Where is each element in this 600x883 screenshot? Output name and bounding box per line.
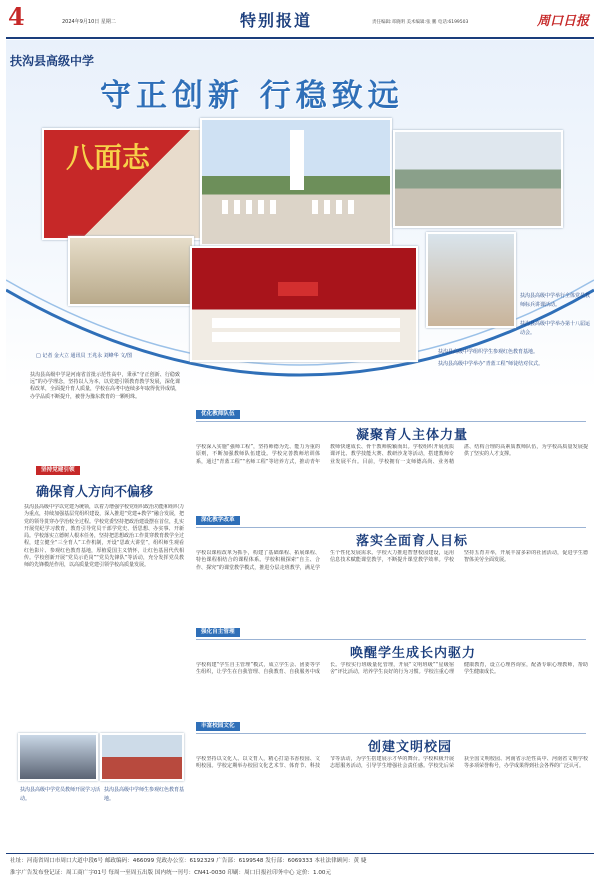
left-section-body: 扶沟县高级中学以党建为统领，以着力增强学校党组织政治功能和组织力为重点，持续加强基层党组织建设，深入推进“党建+教学”融合发展，把党的领导贯穿办学治校全过程。学校党委坚持把政治建设摆在首位，扎实开展党纪学习教育，教育引导党员干部学党史、悟思想、办实事、开新局。学校落实立德树人根本任务，坚持把思想政治工作贯穿教育教学全过程，建立健全“三全育人”工作机制，开设“思政大讲堂”，组织师生观看红色影片、参观红色教育基地，厚植爱国主义情怀，让红色基因代代相传。学校创新开展“党员示范岗”“党员先锋队”等活动，充分发挥党员教师的先锋模范作用，以高质量党建引领学校高质量发展。: [24, 504, 184, 569]
newspaper-logo: 周口日报: [537, 14, 590, 29]
section4-body: 学校坚持以文化人、以文育人，精心打造书香校园、文明校园。学校定期举办校园文化艺术节、体育节、科技节等活动，为学生搭建展示才华的舞台。学校积极开展志愿服务活动，引导学生增强社会责任感。学校先后荣获全国文明校园、河南省示范性高中、河南省文明学校等多项荣誉称号，办学成果得到社会各界的广泛认可。: [196, 756, 588, 770]
caption-3: 扶沟县高级中学组织学生参观红色教育基地。: [438, 349, 539, 355]
photo-meeting: [68, 236, 194, 306]
photo-memorial-group: [200, 118, 392, 246]
stage-group-icon: [192, 248, 418, 362]
photo-sports-meet: [393, 130, 563, 228]
photo-stage-ceremony: [190, 246, 418, 362]
section3-title: 唤醒学生成长内驱力: [350, 646, 477, 661]
photo-bottom-left: [18, 733, 98, 781]
issue-date: 2024年9月10日 星期二: [62, 19, 116, 25]
section4-tag: 丰富校园文化: [196, 722, 240, 731]
hero-slogan: 守正创新 行稳致远: [100, 78, 404, 114]
left-section-title: 确保育人方向不偏移: [36, 485, 154, 500]
section1-rule: [196, 421, 586, 422]
page-header: [0, 0, 600, 38]
section1-body: 学校深入实施“强师工程”，坚持师德为先、能力为重的原则，不断加强教师队伍建设。学校完善教师培训体系，通过“青蓝工程”“名师工程”等培养方式，推动青年教师快速成长、骨干教师脱颖而出。学校组织开展优质课评比、教学技能大赛、教研沙龙等活动，搭建教师专业发展平台。目前，学校拥有一支师德高尚、业务精湛、结构合理的高素质教师队伍，为学校高质量发展提供了坚实的人才支撑。: [196, 444, 588, 465]
section4-rule: [196, 733, 586, 734]
section2-title: 落实全面育人目标: [356, 534, 469, 549]
section-title: 特别报道: [240, 11, 313, 30]
photo-mentoring: [426, 232, 516, 328]
photo-banner-text: 八面志: [66, 141, 151, 174]
memorial-tower-icon: [202, 120, 392, 246]
section1-title: 凝聚育人主体力量: [356, 428, 469, 443]
section2-tag: 深化教学改革: [196, 516, 240, 525]
photo-teacher-event: [42, 128, 204, 240]
bottom-caption-1: 扶沟县高级中学党员教师开展学习活动。: [20, 787, 101, 802]
footer-line-1: 社址：河南省周口市周口大道中段6号 邮政编码：466099 党政办公室：6192329 广告部：6199548 发行部：6069333 本社法律顾问：黄 婕: [10, 858, 367, 864]
section1-tag: 优化教师队伍: [196, 410, 240, 419]
left-section-tag: 坚持党建引领: [36, 466, 80, 475]
caption-2: 扶沟县高级中学举办第十八届运动会。: [520, 321, 591, 336]
bottom-caption-2: 扶沟县高级中学师生参观红色教育基地。: [104, 787, 185, 802]
byline: □ 记者 金大立 通讯员 王兆永 刘峰华 文/图: [36, 353, 132, 359]
caption-4: 扶沟县高级中学举办“青蓝工程”师徒结对仪式。: [438, 361, 544, 367]
photo-bottom-right: [100, 733, 184, 781]
page-number: 4: [8, 2, 25, 31]
section3-rule: [196, 639, 586, 640]
section3-body: 学校构建“学生自主管理”模式，成立学生会、团委等学生组织，让学生在自我管理、自我教育、自我服务中成长。学校实行班级量化管理，开展“文明班级”“星级宿舍”评比活动，培养学生良好的行为习惯。学校注重心理健康教育，设立心理咨询室，配备专职心理教师，帮助学生健康成长。: [196, 662, 588, 676]
section3-tag: 强化自主管理: [196, 628, 240, 637]
header-divider: [6, 37, 594, 39]
footer-line-2: 淮字广告发布登记证：周工商广字01号 每周一至周五出版 国内统一刊号：CN41-0030 印刷：周口日报社印务中心 定价：1.00元: [10, 870, 332, 876]
section2-body: 学校以课程改革为抓手，构建了基础课程、拓展课程、特色课程相结合的课程体系。学校积极探索“自主、合作、探究”的课堂教学模式，推进分层走班教学，满足学生个性化发展需求。学校大力推进智慧校园建设，运用信息技术赋能课堂教学，不断提升课堂教学效率。学校坚持五育并举，开展丰富多彩的社团活动，促进学生德智体美劳全面发展。: [196, 550, 588, 571]
caption-1: 扶沟县高级中学举行全体党员教师标兵讲课活动。: [520, 293, 591, 308]
school-name: 扶沟县高级中学: [10, 54, 95, 68]
intro-paragraph: 扶沟县高级中学是河南省首批示范性高中，秉承“守正创新、行稳致远”的办学理念，坚持以人为本，以党建引领教育教学发展，深化课程改革，全面提升育人质量，学校在高考中连续多年取得优异成绩，办学品质不断提升，被誉为豫东教育的一颗明珠。: [30, 372, 181, 400]
section2-rule: [196, 527, 586, 528]
section4-title: 创建文明校园: [368, 740, 453, 755]
editor-info: 责任编辑:邓晓明 美术编辑:张 鹏 电话:6199503: [372, 20, 469, 25]
